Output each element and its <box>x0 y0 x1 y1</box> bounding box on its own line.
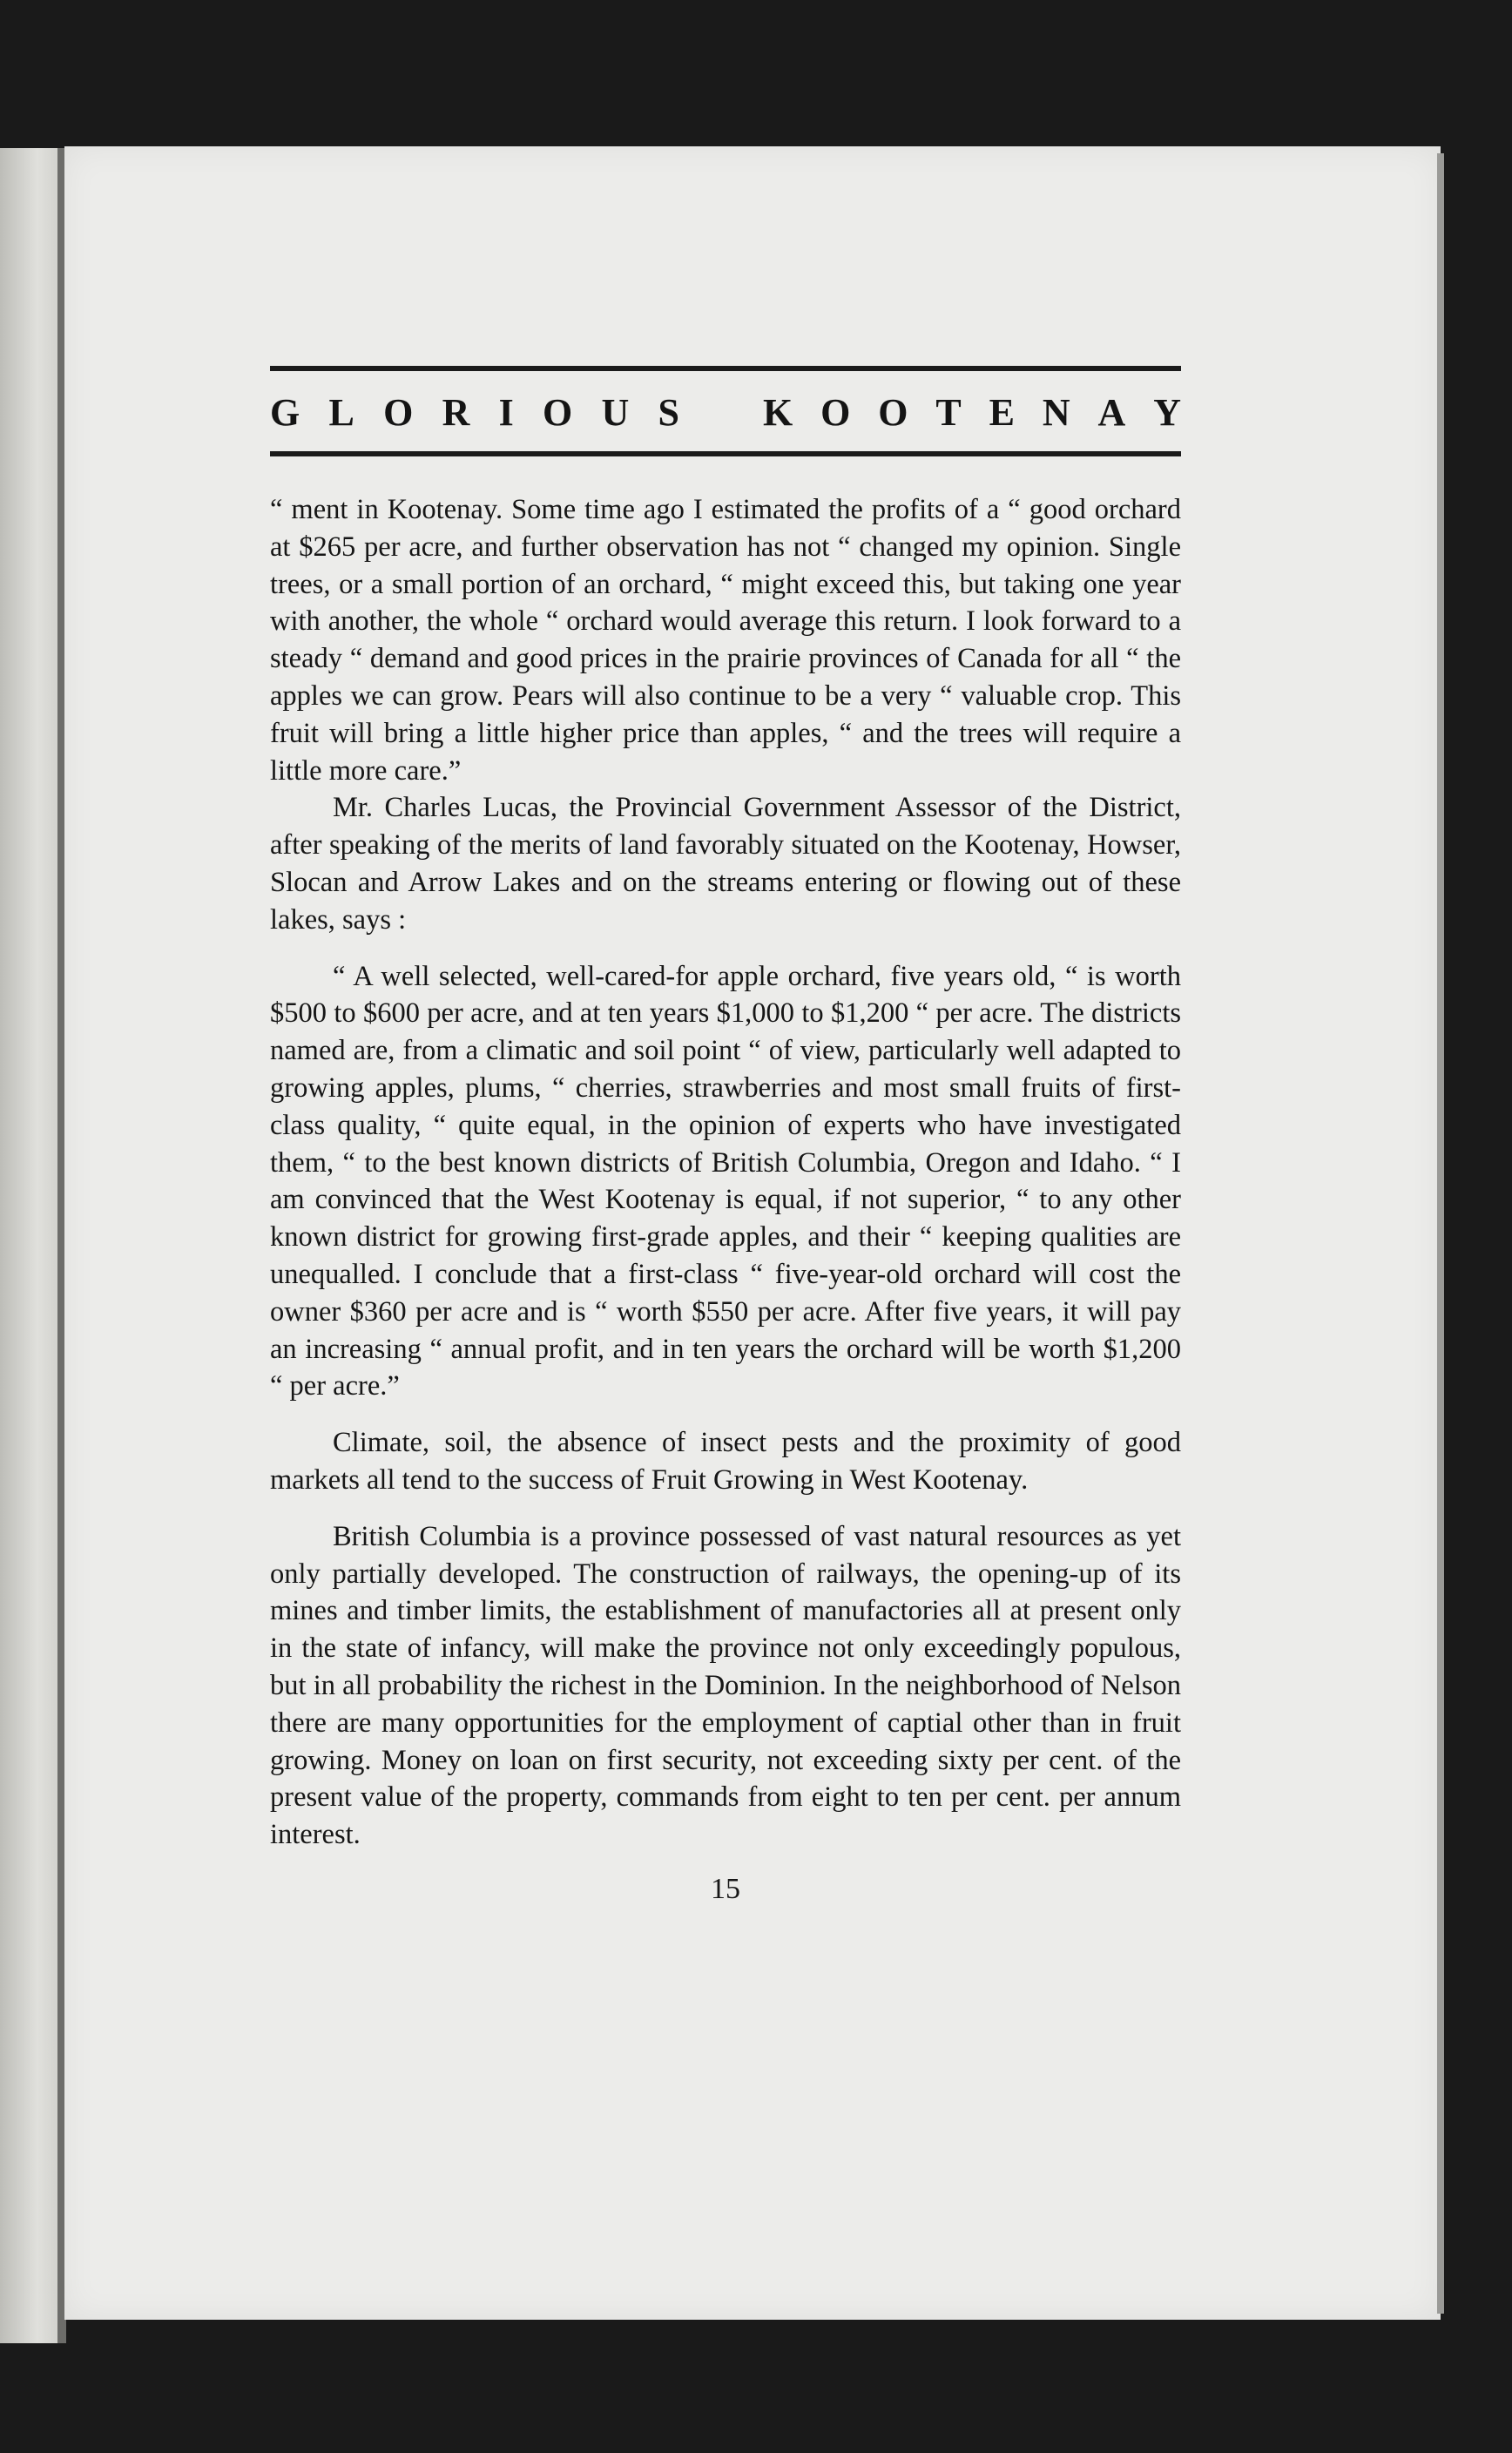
quote-paragraph-1: “ ment in Kootenay. Some time ago I estimated the profits of a “ good orchard at $265 per acre, and further observation has not “ changed my opinion. Single trees, or a small portion of an orchard, “ might exceed this, but taking one year with another, the whole “ orchard would average this return. I look forward to a steady “ demand and good prices in the prairie provinces of Canada for all “ the apples we can grow. Pears will also continue to be a very “ valuable crop. This fruit will bring a little higher price than apples, “ and the trees will require a little more care.” <box>270 494 1181 787</box>
running-head-glorious-letter: R <box>442 391 470 434</box>
running-head-kootenay-letter: K <box>763 391 793 434</box>
running-head-kootenay-letter: O <box>820 391 851 434</box>
running-head-glorious-letter: O <box>383 391 414 434</box>
running-head-glorious-letter: O <box>542 391 573 434</box>
running-head-glorious-letter: L <box>328 391 354 434</box>
running-head-kootenay-letter: O <box>878 391 908 434</box>
page-number: 15 <box>711 1872 740 1905</box>
running-head-glorious-letter: U <box>601 391 630 434</box>
running-head <box>270 390 1181 436</box>
running-head-glorious-letter: I <box>498 391 514 434</box>
paragraph-british-columbia: British Columbia is a province possessed of vast natural resources as yet only partially developed. The construction of railways, the opening-up of its mines and timber limits, the establishment of manufactories all at present only in the state of infancy, will make the province not only exceedingly populous, but in all probability the richest in the Dominion. In the neighborhood of Nelson there are many opportunities for the employment of captial other than in fruit growing. Money on loan on first security, not exceeding sixty per cent. of the present value of the property, commands from eight to ten per cent. per annum interest. <box>270 1520 1181 1851</box>
page-content <box>270 366 1181 1906</box>
quote-paragraph-2: “ A well selected, well-cared-for apple orchard, five years old, “ is worth $500 to $600 per acre, and at ten years $1,000 to $1,200 “ per acre. The districts named are, from a climatic and soil point “ of view, particularly well adapted to growing apples, plums, “ cherries, strawberries and most small fruits of first-class quality, “ quite equal, in the opinion of experts who have investigated them, “ to the best known districts of British Columbia, Oregon and Idaho. “ I am convinced that the West Kootenay is equal, if not superior, “ to any other known district for growing first-grade apples, and their “ keeping qualities are unequalled. I conclude that a first-class “ five-year-old orchard will cost the owner $360 per acre and is “ worth $550 per acre. After five years, it will pay an increasing “ annual profit, and in ten years the orchard will be worth $1,200 “ per acre.” <box>270 960 1181 1402</box>
running-head-kootenay-letter: E <box>989 391 1015 434</box>
running-head-kootenay-letter: Y <box>1153 391 1181 434</box>
header-rule-bottom <box>270 451 1181 456</box>
paragraph-lucas-intro: Mr. Charles Lucas, the Provincial Government Assessor of the District, after speaking of the merits of land favorably situated on the Kootenay, Howser, Slocan and Arrow Lakes and on the streams entering or flowing out of these lakes, says : <box>270 792 1181 936</box>
page-fore-edge <box>1437 153 1444 2314</box>
running-head-word-kootenay <box>763 390 1181 436</box>
header-rule-top <box>270 366 1181 371</box>
paragraph-climate: Climate, soil, the absence of insect pests and the proximity of good markets all tend to the success of Fruit Growing in West Kootenay. <box>270 1427 1181 1496</box>
running-head-word-glorious <box>270 390 679 436</box>
facing-page-edge <box>0 148 63 2343</box>
running-head-glorious-letter: G <box>270 391 300 434</box>
running-head-glorious-letter: S <box>658 391 679 434</box>
running-head-kootenay-letter: N <box>1042 391 1070 434</box>
running-head-kootenay-letter: T <box>935 391 962 434</box>
running-head-kootenay-letter: A <box>1097 391 1126 434</box>
body-text <box>270 491 1181 1854</box>
